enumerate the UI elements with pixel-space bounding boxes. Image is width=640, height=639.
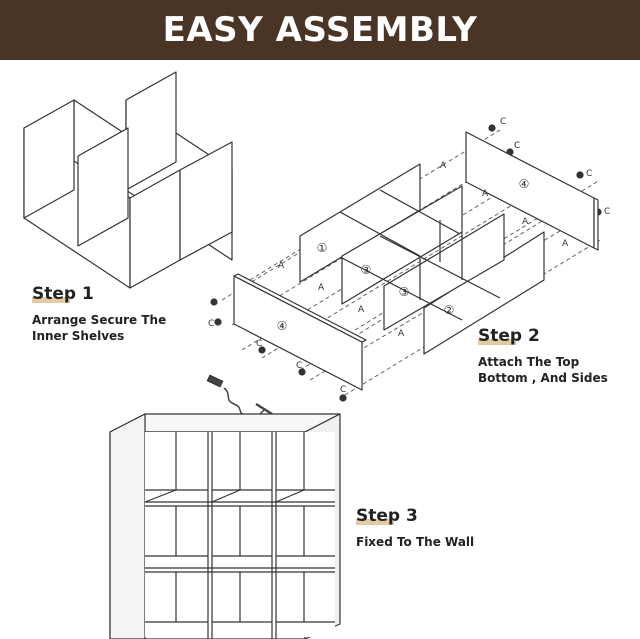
connector-a-label: A <box>562 239 569 249</box>
connector-c-label: C <box>586 169 593 179</box>
step-2-title: Step 2 <box>478 326 540 346</box>
connector-a-label: A <box>440 161 447 171</box>
connector-c-label: C <box>514 141 521 151</box>
panel-number-4b: ④ <box>518 177 530 191</box>
connector-c-label: C <box>604 207 611 217</box>
panel-number-3a: ③ <box>360 263 372 277</box>
inner-shelves-illustration <box>24 72 232 288</box>
connector-a-label: A <box>278 261 285 271</box>
panel-number-2: ② <box>443 303 455 317</box>
step-2 <box>478 326 608 386</box>
connector-a-label: A <box>358 305 365 315</box>
connector-c-label: C <box>296 361 303 371</box>
connector-c-label: C <box>208 319 215 329</box>
bookshelf-illustration <box>110 375 340 639</box>
wall-anchor-icon <box>207 375 272 419</box>
connector-a-label: A <box>318 283 325 293</box>
step-1 <box>32 284 166 344</box>
connector-a-label: A <box>398 329 405 339</box>
connector-c-label: C <box>500 117 507 127</box>
connector-c-label: C <box>340 385 347 395</box>
connector-a-label: A <box>522 217 529 227</box>
panel-number-4a: ④ <box>276 319 288 333</box>
page-title: EASY ASSEMBLY <box>162 10 478 50</box>
step-1-description: Arrange Secure The Inner Shelves <box>32 313 167 343</box>
panel-number-1: ① <box>316 241 328 255</box>
step-3 <box>356 506 474 550</box>
step-2-description: Attach The Top Bottom , And Sides <box>478 355 608 385</box>
step-1-title: Step 1 <box>32 284 94 304</box>
step-3-description: Fixed To The Wall <box>356 535 475 549</box>
connector-c-label: C <box>256 339 263 349</box>
panel-number-3b: ③ <box>398 285 410 299</box>
connector-a-label: A <box>482 189 489 199</box>
step-3-title: Step 3 <box>356 506 418 526</box>
